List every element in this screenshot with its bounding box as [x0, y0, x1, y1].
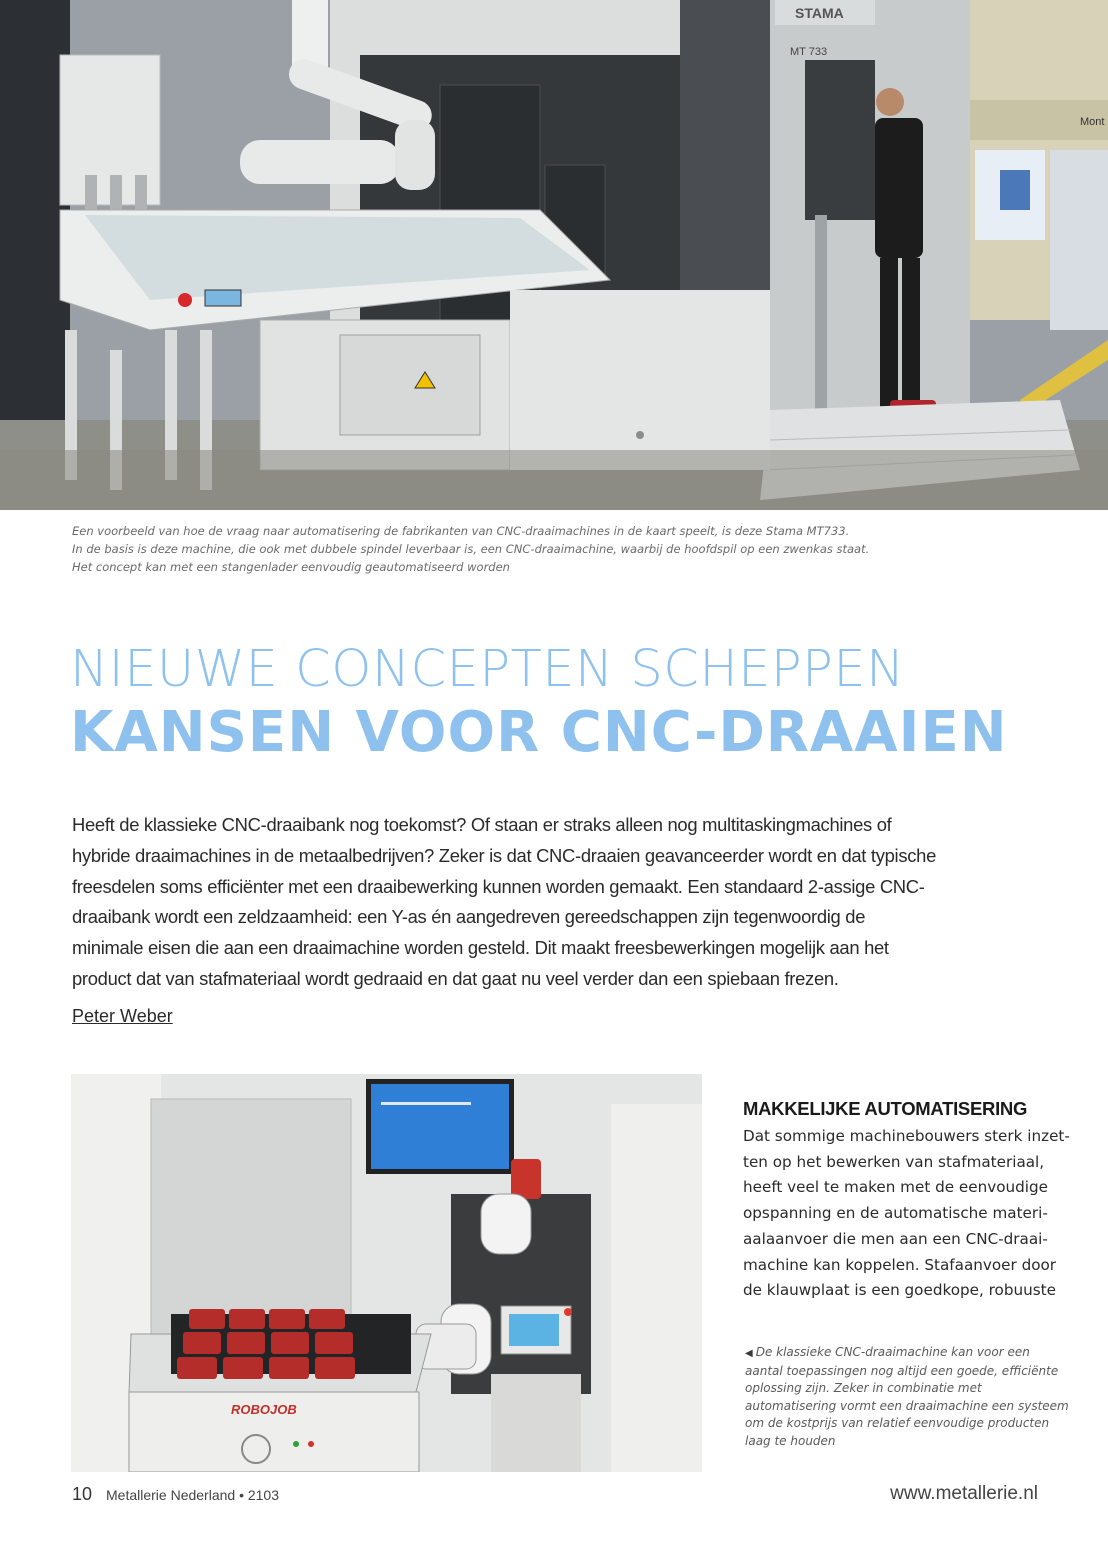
page-number: 10 [72, 1484, 93, 1504]
headline-light: NIEUWE CONCEPTEN SCHEPPEN [70, 640, 905, 699]
machine-model-text: MT 733 [790, 46, 828, 58]
section-line: de klauwplaat is een goedkope, robuuste [743, 1281, 1056, 1300]
intro-line: draaibank wordt een zeldzaamheid: een Y-as én aangedreven gereedschappen zijn tegenwoordig de [72, 906, 866, 928]
photo2-caption-line: De klassieke CNC-draaimachine kan voor een [755, 1345, 1030, 1359]
hero-caption-line: Een voorbeeld van hoe de vraag naar automatisering de fabrikanten van CNC-draaimachines in de kaart speelt, is deze Stama MT733. [72, 524, 850, 538]
section-body [743, 1124, 1070, 1304]
section-line: heeft veel te maken met de eenvoudige [743, 1178, 1048, 1197]
hero-caption-line: In de basis is deze machine, die ook met dubbele spindel leverbaar is, een CNC-draaimachine, waarbij de hoofdspil op een zwenkas staat. [72, 542, 870, 556]
intro-line: Heeft de klassieke CNC-draaibank nog toekomst? Of staan er straks alleen nog multitaskingmachines of [72, 814, 892, 835]
robojob-logo-text: ROBOJOB [231, 1402, 297, 1417]
photo2-caption-line: aantal toepassingen nog altijd een goede, efficiënte [745, 1363, 1059, 1378]
arrow-left-icon: ◀ [745, 1348, 753, 1359]
photo2-caption [745, 1344, 1069, 1451]
intro-line: freesdelen soms efficiënter met een draaibewerking kunnen worden gemaakt. Een standaard 2-assige CNC- [72, 875, 925, 897]
intro-line: hybride draaimachines in de metaalbedrijven? Zeker is dat CNC-draaien geavanceerder wordt en dat typische [72, 844, 936, 866]
section-line: ten op het bewerken van stafmateriaal, [743, 1152, 1045, 1171]
section-line: machine kan koppelen. Stafaanvoer door [743, 1255, 1057, 1274]
hero-photo [0, 0, 1108, 510]
headline-bold: KANSEN VOOR CNC-DRAAIEN [70, 700, 1008, 765]
section-line: Dat sommige machinebouwers sterk inzet- [743, 1127, 1070, 1145]
robot-cell-photo [71, 1074, 702, 1472]
intro-paragraph [72, 810, 936, 995]
photo2-caption-line: laag te houden [745, 1433, 836, 1448]
photo2-caption-line: oplossing zijn. Zeker in combinatie met [745, 1381, 982, 1396]
section-line: opspanning en de automatische materi- [743, 1204, 1048, 1223]
photo2-caption-line: automatisering vormt een draaimachine een systeem [745, 1398, 1069, 1413]
wall-sign-text: Mont [1080, 116, 1105, 128]
section-heading: MAKKELIJKE AUTOMATISERING [743, 1098, 1028, 1119]
magazine-issue: Metallerie Nederland • 2103 [106, 1487, 280, 1503]
section-line: aalaanvoer die men aan een CNC-draai- [743, 1229, 1048, 1248]
author-byline[interactable]: Peter Weber [72, 1006, 173, 1026]
hero-caption-line: Het concept kan met een stangenlader eenvoudig geautomatiseerd worden [72, 560, 510, 574]
intro-line: product dat van stafmateriaal wordt gedraaid en dat gaat nu veel verder dan een spiebaan frezen. [72, 967, 839, 989]
robot-cell-illustration [71, 1074, 702, 1472]
photo2-caption-line: om de kostprijs van relatief eenvoudige producten [745, 1416, 1050, 1431]
machine-brand-text: STAMA [795, 5, 844, 21]
website-link[interactable]: www.metallerie.nl [890, 1483, 1038, 1504]
hero-caption [72, 522, 1052, 576]
cnc-machine-illustration [0, 0, 1108, 510]
intro-line: minimale eisen die aan een draaimachine worden gesteld. Dit maakt freesbewerkingen mogelijk aan het [72, 937, 889, 959]
